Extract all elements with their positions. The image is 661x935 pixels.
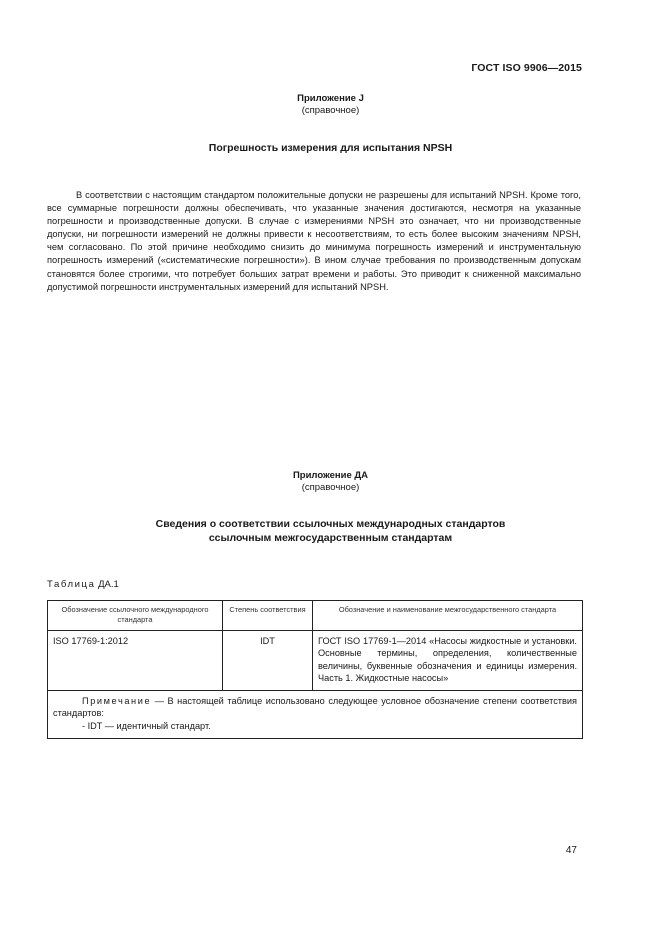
table-caption xyxy=(47,579,119,590)
cell-degree: IDT xyxy=(223,631,313,691)
table-note xyxy=(48,691,583,739)
note-label: Примечание xyxy=(82,696,152,707)
annex-da-heading-line1: Сведения о соответствии ссылочных международных стандартов xyxy=(155,518,506,530)
table-caption-word: Таблица xyxy=(47,579,96,590)
annex-da-title: Приложение ДА xyxy=(292,470,369,481)
table-caption-number: ДА.1 xyxy=(98,579,119,590)
annex-j-title: Приложение J xyxy=(297,93,364,104)
note-item: - IDT — идентичный стандарт. xyxy=(82,720,211,731)
document-code: ГОСТ ISO 9906—2015 xyxy=(471,62,582,74)
page-number: 47 xyxy=(565,845,577,856)
cell-reference-standard: ISO 17769-1:2012 xyxy=(48,631,223,691)
table-row xyxy=(48,631,583,691)
annex-j-paragraph: В соответствии с настоящим стандартом положительные допуски не разрешены для испытаний NPSH. Кроме того, все суммарные погрешности должны обеспечивать, что указанные значения достигаются, несмотря на указанные погрешности и производственные допуски. В случае с измерениями NPSH это означает, что ни производственные допуски, ни погрешности измерений не должны привести к несоответствиям, то есть более высоким значениям NPSH, чем согласовано. По этой причине необходимо снизить до минимума погрешность измерений и инструментальную погрешность измерений («систематические погрешности»). В ином случае требования по производственным допускам становятся более строгими, что потребует больших затрат времени и работы. Это приводит к сниженной максимально допустимой погрешности инструментальных измерений для испытаний NPSH. xyxy=(47,190,581,292)
annex-da-status: (справочное) xyxy=(301,482,360,493)
correspondence-table xyxy=(47,600,583,739)
annex-j-status: (справочное) xyxy=(301,105,360,116)
annex-j-heading: Погрешность измерения для испытания NPSH xyxy=(208,142,453,154)
header-degree: Степень соответствия xyxy=(223,601,313,631)
table-note-row xyxy=(48,691,583,739)
annex-da-label xyxy=(0,470,661,494)
header-interstate-standard: Обозначение и наименование межгосударственного стандарта xyxy=(313,601,583,631)
note-body: — В настоящей таблице использовано следующее условное обозначение степени соответствия стандартов: xyxy=(53,696,577,719)
cell-interstate-standard: ГОСТ ISO 17769-1—2014 «Насосы жидкостные и установки. Основные термины, определения, количественные величины, буквенные обозначения и единицы измерения. Часть 1. Жидкостные насосы» xyxy=(313,631,583,691)
annex-da-heading-line2: ссылочным межгосударственным стандартам xyxy=(208,532,453,544)
table-header-row xyxy=(48,601,583,631)
header-reference-standard: Обозначение ссылочного международного стандарта xyxy=(48,601,223,631)
note-text xyxy=(53,695,577,720)
annex-j-label xyxy=(0,93,661,117)
annex-da-heading xyxy=(0,517,661,545)
